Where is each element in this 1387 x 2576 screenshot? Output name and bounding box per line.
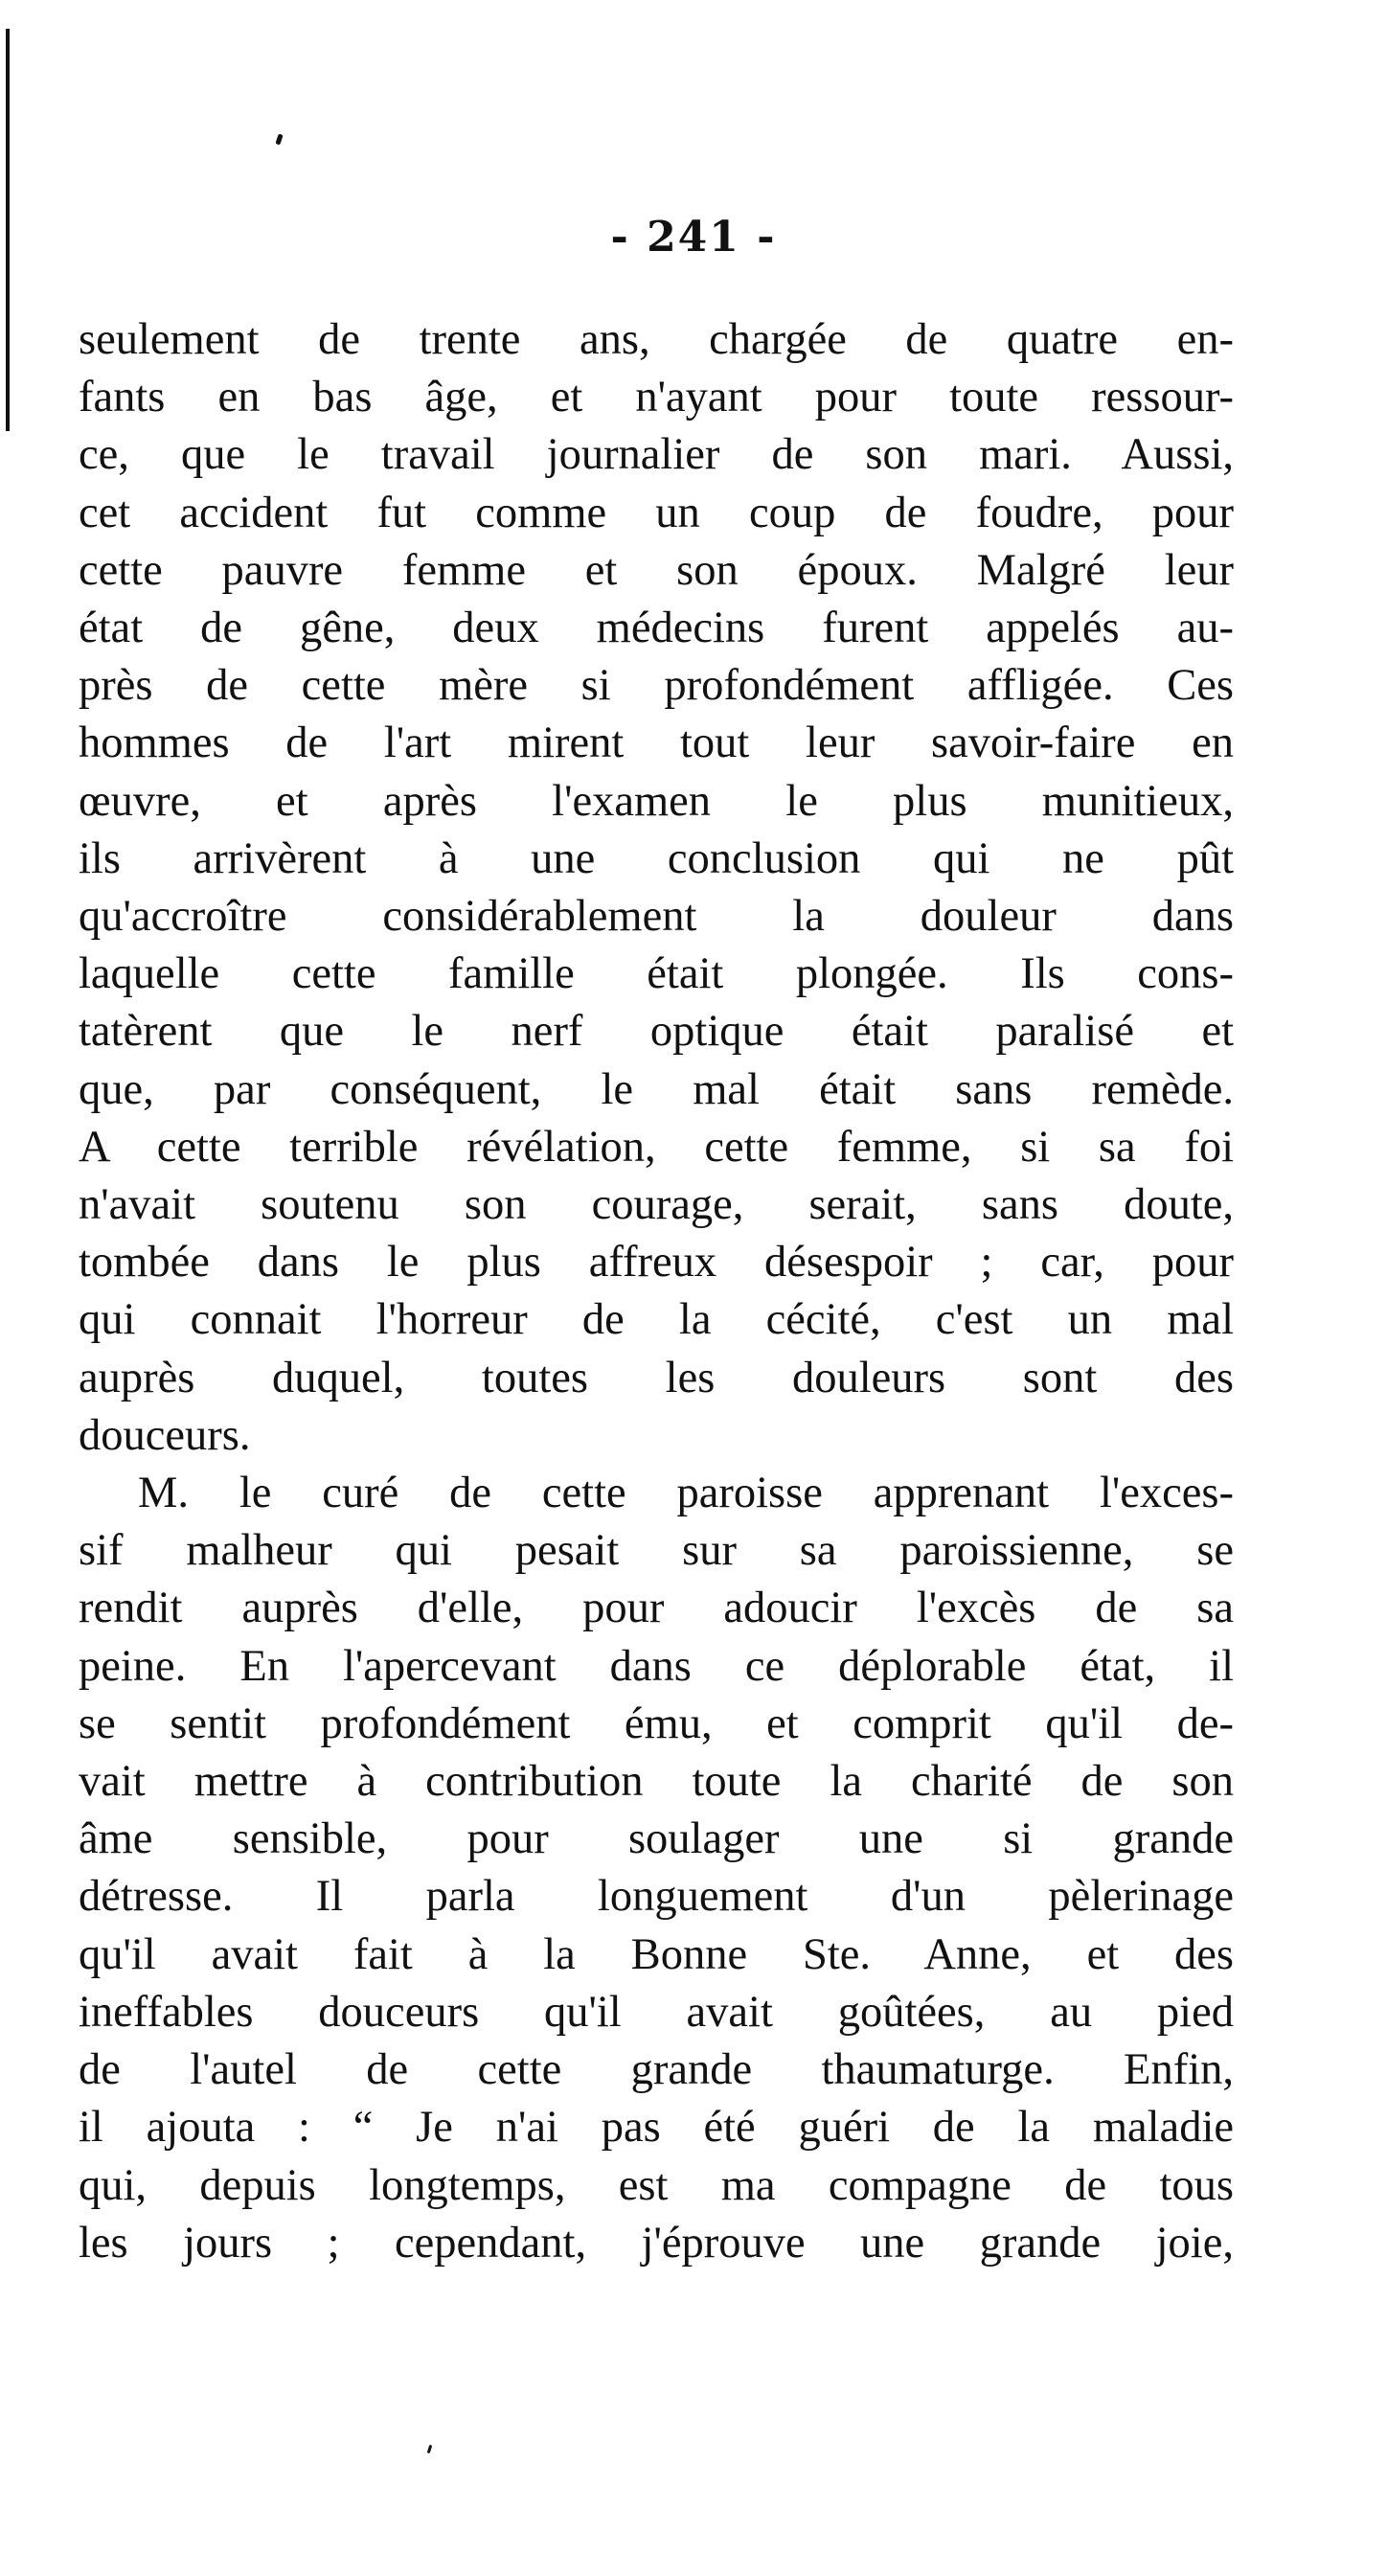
text-line: état de gêne, deux médecins furent appelés au-: [79, 604, 1234, 653]
text-line: seulement de trente ans, chargée de quatre en-: [79, 315, 1234, 364]
ink-speck: [427, 2445, 433, 2453]
text-line: vait mettre à contribution toute la charité de son: [79, 1757, 1234, 1807]
text-line: détresse. Il parla longuement d'un pèlerinage: [79, 1872, 1234, 1922]
text-line: M. le curé de cette paroisse apprenant l'exces-: [138, 1469, 1234, 1518]
text-line: cette pauvre femme et son époux. Malgré leur: [79, 545, 1234, 595]
text-line: auprès duquel, toutes les douleurs sont des: [79, 1353, 1234, 1402]
page-number: - 241 -: [610, 213, 777, 262]
paragraph-1: [79, 311, 1234, 1465]
ink-speck: [275, 133, 283, 145]
text-line: ineffables douceurs qu'il avait goûtées, au pied: [79, 1987, 1234, 2037]
text-line: tatèrent que le nerf optique était paralisé et: [79, 1007, 1234, 1057]
text-line: les jours ; cependant, j'éprouve une grande joie,: [79, 2218, 1234, 2268]
text-line: laquelle cette famille était plongée. Ils cons-: [79, 949, 1234, 999]
text-line: fants en bas âge, et n'ayant pour toute ressour-: [79, 373, 1234, 422]
text-line: œuvre, et après l'examen le plus munitieux,: [79, 776, 1234, 826]
text-line: tombée dans le plus affreux désespoir ; car, pour: [79, 1238, 1234, 1288]
paragraph-2: [79, 1465, 1234, 2272]
text-line: sif malheur qui pesait sur sa paroissienne, se: [79, 1526, 1234, 1576]
text-line: douceurs.: [79, 1410, 251, 1460]
text-line: rendit auprès d'elle, pour adoucir l'excès de sa: [79, 1584, 1234, 1633]
text-line: que, par conséquent, le mal était sans remède.: [79, 1064, 1234, 1114]
text-line: près de cette mère si profondément affligée. Ces: [79, 661, 1234, 711]
text-line: qu'il avait fait à la Bonne Ste. Anne, et des: [79, 1929, 1234, 1979]
text-line: qui, depuis longtemps, est ma compagne de tous: [79, 2160, 1234, 2210]
text-line: âme sensible, pour soulager une si grande: [79, 1814, 1234, 1864]
text-line: ils arrivèrent à une conclusion qui ne pût: [79, 833, 1234, 883]
text-line: ce, que le travail journalier de son mari. Aussi,: [79, 430, 1234, 480]
text-line: n'avait soutenu son courage, serait, sans doute,: [79, 1180, 1234, 1230]
text-line: de l'autel de cette grande thaumaturge. Enfin,: [79, 2045, 1234, 2095]
text-line: cet accident fut comme un coup de foudre, pour: [79, 488, 1234, 537]
text-line: qu'accroître considérablement la douleur dans: [79, 892, 1234, 942]
text-line: se sentit profondément ému, et comprit qu'il de-: [79, 1698, 1234, 1748]
text-line: A cette terrible révélation, cette femme, si sa foi: [79, 1122, 1234, 1172]
text-line: peine. En l'apercevant dans ce déplorable état, il: [79, 1641, 1234, 1691]
text-line: il ajouta : “ Je n'ai pas été guéri de la maladie: [79, 2103, 1234, 2153]
text-line: hommes de l'art mirent tout leur savoir-faire en: [79, 718, 1234, 768]
text-line: qui connait l'horreur de la cécité, c'est un mal: [79, 1295, 1234, 1345]
body-text: [79, 311, 1234, 2272]
